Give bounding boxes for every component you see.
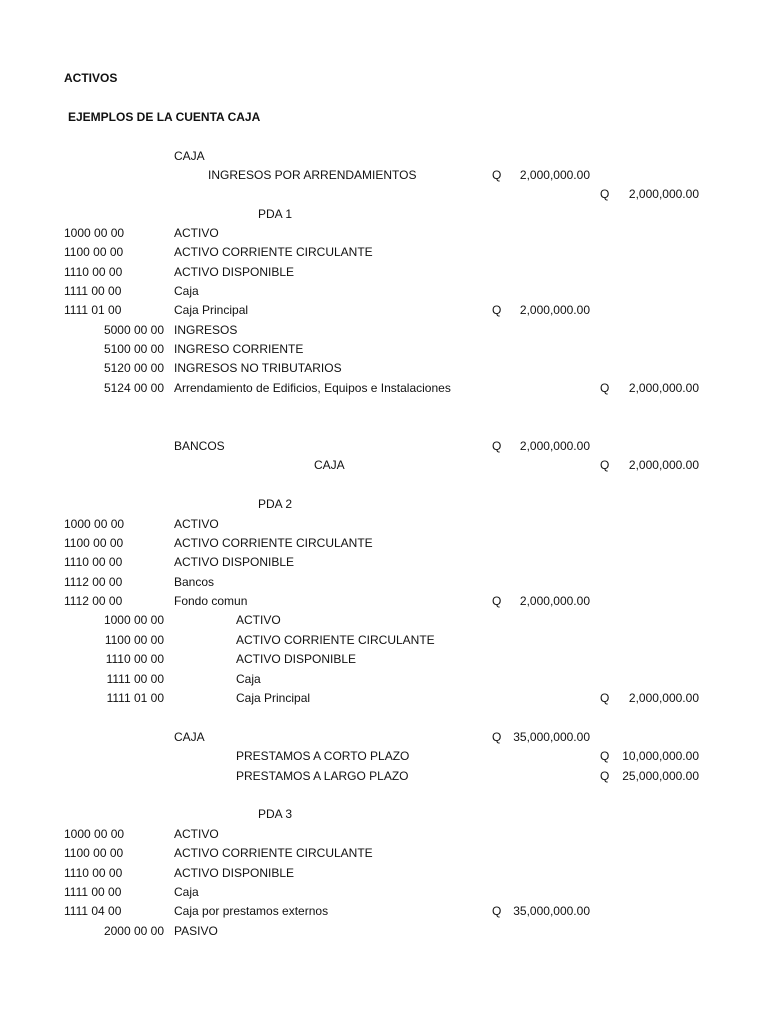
currency-symbol: Q <box>492 594 502 608</box>
credit-amount: 2,000,000.00 <box>628 187 699 201</box>
account-code: 1110 00 00 <box>64 866 123 880</box>
debit-amount: 35,000,000.00 <box>513 904 590 918</box>
account-code: 1112 00 00 <box>64 575 123 589</box>
account-code: 1000 00 00 <box>64 827 125 841</box>
debit-amount: 2,000,000.00 <box>519 439 590 453</box>
currency-symbol: Q <box>600 187 610 201</box>
ledger-row <box>0 573 768 592</box>
ledger-row <box>0 224 768 243</box>
account-name: ACTIVO DISPONIBLE <box>174 265 295 279</box>
ledger-row <box>0 282 768 301</box>
account-name: Caja <box>174 885 199 899</box>
currency-symbol: Q <box>600 691 610 705</box>
account-code: 1100 00 00 <box>64 245 124 259</box>
credit-amount: 2,000,000.00 <box>628 691 699 705</box>
account-code: 1111 00 00 <box>64 885 122 899</box>
debit-account: BANCOS <box>174 439 225 453</box>
account-code: 1111 04 00 <box>64 904 122 918</box>
pda-label: PDA 2 <box>258 497 293 511</box>
credit-account: PRESTAMOS A CORTO PLAZO <box>236 749 410 763</box>
ledger-row <box>0 379 768 398</box>
summary-row <box>0 166 768 185</box>
account-code: 5000 00 00 <box>103 323 164 337</box>
credit-amount: 10,000,000.00 <box>622 749 699 763</box>
account-name: INGRESOS NO TRIBUTARIOS <box>174 361 342 375</box>
currency-symbol: Q <box>600 458 610 472</box>
account-code: 1110 00 00 <box>105 652 164 666</box>
ledger-row <box>0 689 768 708</box>
ledger-row <box>0 864 768 883</box>
ledger-row <box>0 883 768 902</box>
account-name: ACTIVO <box>174 226 219 240</box>
currency-symbol: Q <box>600 769 610 783</box>
account-code: 1110 00 00 <box>64 265 123 279</box>
credit-account: INGRESOS POR ARRENDAMIENTOS <box>208 168 417 182</box>
account-name: Caja <box>174 284 199 298</box>
debit-amount: 2,000,000.00 <box>519 303 590 317</box>
debit-account: CAJA <box>174 149 205 163</box>
ledger-row <box>0 243 768 262</box>
account-name: ACTIVO DISPONIBLE <box>174 555 295 569</box>
currency-symbol: Q <box>600 381 610 395</box>
account-name: ACTIVO CORRIENTE CIRCULANTE <box>174 846 373 860</box>
account-code: 1100 00 00 <box>64 536 124 550</box>
page-heading: ACTIVOS <box>64 71 118 85</box>
summary-row <box>0 747 768 766</box>
currency-symbol: Q <box>492 168 502 182</box>
currency-symbol: Q <box>492 303 502 317</box>
account-name: PASIVO <box>174 924 218 938</box>
account-code: 1100 00 00 <box>104 633 164 647</box>
debit-amount: 2,000,000.00 <box>519 594 590 608</box>
account-code: 1110 00 00 <box>64 555 123 569</box>
ledger-row <box>0 534 768 553</box>
ledger-row <box>0 650 768 669</box>
account-code: 5120 00 00 <box>103 361 164 375</box>
pda-row <box>0 805 768 824</box>
ledger-row <box>0 611 768 630</box>
debit-account: CAJA <box>174 730 205 744</box>
account-name: Caja Principal <box>236 691 311 705</box>
account-name: INGRESOS <box>174 323 238 337</box>
account-code: 1111 00 00 <box>64 284 122 298</box>
ledger-row <box>0 553 768 572</box>
account-name: ACTIVO DISPONIBLE <box>236 652 357 666</box>
currency-symbol: Q <box>492 730 502 744</box>
summary-row <box>0 185 768 204</box>
account-code: 1111 01 00 <box>106 691 164 705</box>
pda-label: PDA 3 <box>258 807 293 821</box>
account-name: Bancos <box>174 575 215 589</box>
account-code: 1111 00 00 <box>106 672 164 686</box>
account-name: Caja por prestamos externos <box>174 904 329 918</box>
credit-account: CAJA <box>314 458 345 472</box>
account-code: 5124 00 00 <box>103 381 164 395</box>
currency-symbol: Q <box>492 439 502 453</box>
account-name: ACTIVO DISPONIBLE <box>174 866 295 880</box>
account-name: ACTIVO <box>174 517 219 531</box>
page-subheading: EJEMPLOS DE LA CUENTA CAJA <box>68 110 261 124</box>
account-name: Caja <box>236 672 261 686</box>
account-name: ACTIVO <box>236 613 281 627</box>
pda-row <box>0 205 768 224</box>
currency-symbol: Q <box>600 749 610 763</box>
ledger-row <box>0 825 768 844</box>
account-code: 5100 00 00 <box>103 342 164 356</box>
account-code: 1000 00 00 <box>64 226 125 240</box>
summary-row <box>0 147 768 166</box>
account-name: Caja Principal <box>174 303 249 317</box>
ledger-row <box>0 359 768 378</box>
currency-symbol: Q <box>492 904 502 918</box>
account-code: 1100 00 00 <box>64 846 124 860</box>
pda-label: PDA 1 <box>258 207 293 221</box>
debit-amount: 35,000,000.00 <box>513 730 590 744</box>
account-code: 1111 01 00 <box>64 303 122 317</box>
summary-row <box>0 728 768 747</box>
ledger-row <box>0 515 768 534</box>
account-name: Fondo comun <box>174 594 248 608</box>
account-code: 1112 00 00 <box>64 594 123 608</box>
summary-row <box>0 456 768 475</box>
ledger-row <box>0 631 768 650</box>
ledger-row <box>0 592 768 611</box>
ledger-row <box>0 922 768 941</box>
ledger-row <box>0 321 768 340</box>
account-name: INGRESO CORRIENTE <box>174 342 304 356</box>
account-name: ACTIVO CORRIENTE CIRCULANTE <box>174 536 373 550</box>
ledger-row <box>0 301 768 320</box>
ledger-row <box>0 844 768 863</box>
ledger-row <box>0 902 768 921</box>
account-name: ACTIVO <box>174 827 219 841</box>
account-code: 1000 00 00 <box>64 517 125 531</box>
summary-row <box>0 437 768 456</box>
pda-row <box>0 495 768 514</box>
account-code: 2000 00 00 <box>103 924 164 938</box>
account-code: 1000 00 00 <box>103 613 164 627</box>
credit-amount: 2,000,000.00 <box>628 458 699 472</box>
summary-row <box>0 767 768 786</box>
ledger-row <box>0 340 768 359</box>
ledger-row <box>0 263 768 282</box>
heading-row <box>0 69 768 88</box>
credit-amount: 2,000,000.00 <box>628 381 699 395</box>
credit-amount: 25,000,000.00 <box>622 769 699 783</box>
debit-amount: 2,000,000.00 <box>519 168 590 182</box>
account-name: Arrendamiento de Edificios, Equipos e Instalaciones <box>174 381 451 395</box>
credit-account: PRESTAMOS A LARGO PLAZO <box>236 769 409 783</box>
subheading-row <box>0 108 768 127</box>
ledger-row <box>0 670 768 689</box>
account-name: ACTIVO CORRIENTE CIRCULANTE <box>174 245 373 259</box>
account-name: ACTIVO CORRIENTE CIRCULANTE <box>236 633 435 647</box>
